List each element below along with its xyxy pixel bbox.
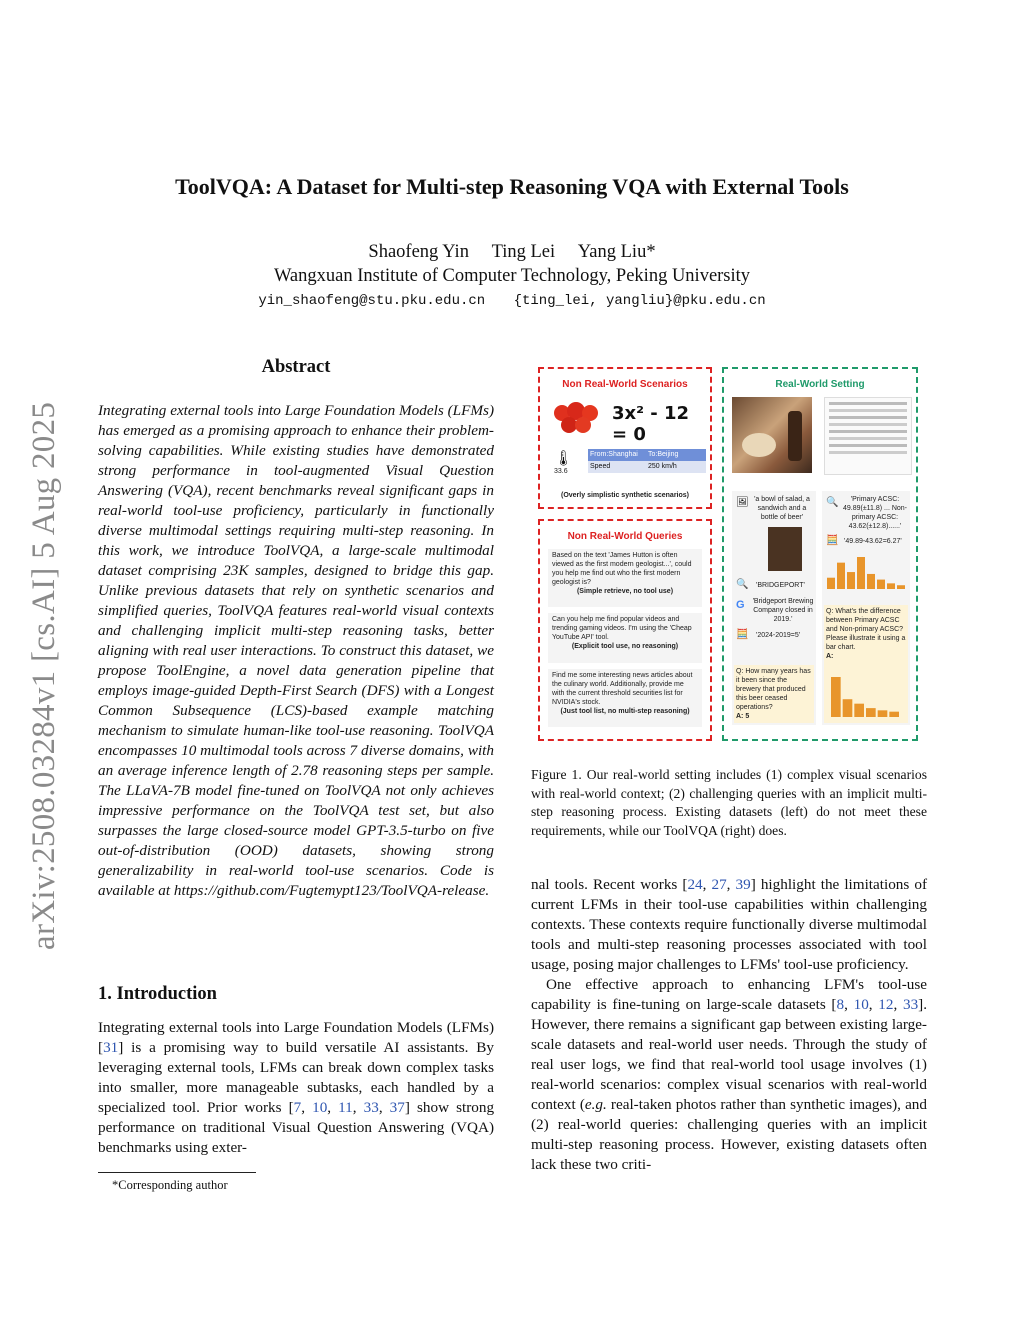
citation-link[interactable]: 31 <box>103 1039 119 1056</box>
bar <box>854 704 864 717</box>
right-column-text <box>531 875 927 1175</box>
email: yin_shaofeng@stu.pku.edu.cn <box>258 293 486 309</box>
email: {ting_lei, yangliu}@pku.edu.cn <box>513 293 766 309</box>
citation-link[interactable]: 8 <box>836 996 845 1013</box>
query-example: Find me some interesting news articles about the culinary world. Additionally, provide me with the current threshold securities list for NVIDIA's stock. (Just tool list, no multi-step reasoning) <box>548 669 702 727</box>
footnote: *Corresponding author <box>112 1178 228 1192</box>
author: Shaofeng Yin <box>368 242 469 262</box>
table-image <box>824 397 912 475</box>
paragraph: nal tools. Recent works [24, 27, 39] highlight the limitations of current LFMs in their tool-use capabilities within challenging contexts. These contexts require functionally diverse multimodal tools and multi-step reasoning processes associated with tool usage, posing major challenges to LFMs' tool-use proficiency. <box>531 876 927 973</box>
bar <box>847 572 855 589</box>
qa-box: Q: How many years has it been since the brewery that produced this beer ceased operations? A: 5 <box>734 665 814 723</box>
citation-link[interactable]: 33 <box>902 996 919 1013</box>
bar <box>831 677 841 717</box>
arxiv-watermark: arXiv:2508.03284v1 [cs.AI] 5 Aug 2025 <box>26 401 62 950</box>
reasoning-chain-1: 🖼 'a bowl of salad, a sandwich and a bottle of beer' 🔍 'BRIDGEPORT' G 'Bridgeport Brewing Company closed in 2019.' 🧮 '2024-2019=5' Q: How many years has it been since the brewery that produced this beer ceased operations? A: 5 <box>732 491 816 725</box>
thermometer-value: 33.6 <box>554 468 568 475</box>
paragraph: One effective approach to enhancing LFM's tool-use capability is fine-tuning on large-scale datasets [8, 10, 12, 33]. However, there remains a significant gap between existing large-scale datasets and real-world user needs. Through the study of real user logs, we find that real-world tool usage involves (1) real-world scenarios: complex visual scenarios with real-world context (e.g. real-taken photos rather than synthetic images), and (2) real-world queries: challenging queries with an implicit multi-step reasoning process. However, existing datasets often lack these two criti- <box>531 976 928 1173</box>
bar <box>877 580 885 589</box>
answer-bar-chart <box>830 675 900 717</box>
query-example: Based on the text 'James Hutton is often viewed as the first modern geologist...', could you help me find out who the first modern geologist is? (Simple retrieve, no tool use) <box>548 549 702 607</box>
bar <box>897 585 905 589</box>
figure-caption: Figure 1. Our real-world setting includes (1) complex visual scenarios with real-world context; (2) challenging queries with an implicit multi-step reasoning process. Existing datasets (left) do not meet these requirements, while our ToolVQA (right) does. <box>531 767 927 838</box>
bar <box>843 699 853 717</box>
affiliation: Wangxuan Institute of Computer Technology, Peking University <box>273 266 751 286</box>
ocr-icon: 🔍 <box>736 579 749 590</box>
ocr-icon: 🔍 <box>826 497 839 508</box>
qa-box: Q: What's the difference between Primary ACSC and Non-primary ACSC? Please illustrate it using a bar chart. A: <box>824 605 908 723</box>
non-real-world-scenarios-box <box>538 367 712 509</box>
box-title: Non Real-World Queries <box>567 531 683 542</box>
citation-link[interactable]: 27 <box>711 876 727 893</box>
citation-link[interactable]: 10 <box>312 1099 328 1116</box>
thermometer-icon: 🌡 <box>554 450 574 467</box>
bar <box>827 578 835 589</box>
calculator-icon: 🧮 <box>736 629 749 640</box>
author: Ting Lei <box>491 242 556 262</box>
footnote-rule <box>98 1172 256 1173</box>
bar <box>889 712 899 717</box>
figure-1 <box>536 365 922 743</box>
bar <box>857 557 865 589</box>
bar <box>866 708 876 717</box>
citation-link[interactable]: 33 <box>363 1099 379 1116</box>
non-real-world-queries-box <box>538 519 712 741</box>
box-note: (Overly simplistic synthetic scenarios) <box>561 492 689 499</box>
google-search-icon: G <box>736 599 745 611</box>
citation-link[interactable]: 12 <box>878 996 894 1013</box>
box-title: Real-World Setting <box>775 379 865 390</box>
citation-link[interactable]: 10 <box>853 996 869 1013</box>
abstract-text: Integrating external tools into Large Foundation Models (LFMs) has emerged as a promising approach to enhance their problem-solving capabilities. While existing studies have demonstrated strong performance in tool-augmented Visual Question Answering (VQA), recent benchmarks reveal significant gaps in real-world tool-use proficiency, particularly in functionally diverse multimodal settings requiring multi-step reasoning. In this work, we introduce ToolVQA, a large-scale multimodal dataset comprising 23K samples, designed to bridge this gap. Unlike previous datasets that rely on synthetic scenarios and simplified queries, ToolVQA features real-world visual contexts and challenging implicit multi-step reasoning tasks, better aligning with real user interactions. To construct this dataset, we propose ToolEngine, a novel data generation pipeline that employs image-guided Depth-First Search (DFS) with a Longest Common Subsequence (LCS)-based example matching mechanism to simulate human-like tool-use reasoning. ToolVQA encompasses 10 multimodal tools across 7 diverse domains, with an average inference length of 2.78 reasoning steps per sample. The LLaVA-7B model fine-tuned on ToolVQA not only achieves impressive performance on the ToolVQA test set, but also surpasses the large closed-source model GPT-3.5-turbo on five out-of-distribution (OOD) datasets, showing strong generalizability in real-world tool-use scenarios. Code is available at https://github.com/Fugtemypt123/ToolVQA-release. <box>98 402 494 899</box>
author-list <box>0 242 1024 263</box>
bar <box>887 583 895 589</box>
bar <box>867 574 875 589</box>
reasoning-chain-2: 🔍 'Primary ACSC: 49.89(±11.8) ... Non-primary ACSC: 43.62(±12.8)......' 🧮 '49.89-43.62=6.27' Q: What's the difference between Primary ACSC and Non-primary ACSC? Please illustrate it using a bar chart. A: <box>822 491 910 725</box>
email-list <box>0 293 1024 309</box>
bar <box>878 710 888 717</box>
abstract-heading: Abstract <box>261 357 331 377</box>
paper-title: ToolVQA: A Dataset for Multi-step Reasoning VQA with External Tools <box>175 174 849 199</box>
calculator-icon: 🧮 <box>826 535 839 546</box>
food-photo <box>732 397 812 473</box>
speed-table: From:Shanghai To:Beijing Speed 250 km/h <box>588 449 706 473</box>
author: Yang Liu* <box>577 242 656 262</box>
real-world-setting-box <box>722 367 918 741</box>
equation: 3x² - 12 = 0 <box>612 403 690 445</box>
bar <box>837 563 845 589</box>
small-bar-chart <box>826 555 906 589</box>
citation-link[interactable]: 11 <box>338 1099 353 1116</box>
tomatoes-image <box>552 399 602 435</box>
beer-crop <box>768 527 802 571</box>
box-title: Non Real-World Scenarios <box>562 379 688 390</box>
citation-link[interactable]: 7 <box>293 1099 302 1116</box>
section-heading: 1. Introduction <box>98 984 217 1004</box>
image-caption-icon: 🖼 <box>736 497 749 508</box>
intro-paragraph: Integrating external tools into Large Foundation Models (LFMs) [31] is a promising way to build versatile AI assistants. By leveraging external tools, LFMs can break down complex tasks into smaller, more manageable subtasks, each handled by a specialized tool. Prior works [7, 10, 11, 33, 37] show strong performance on traditional Visual Question Answering (VQA) benchmarks using exter- <box>98 1019 495 1156</box>
citation-link[interactable]: 39 <box>735 876 751 893</box>
citation-link[interactable]: 37 <box>389 1099 405 1116</box>
citation-link[interactable]: 24 <box>687 876 703 893</box>
query-example: Can you help me find popular videos and trending gaming videos. I'm using the 'Cheap YouTube API' tool. (Explicit tool use, no reasoning) <box>548 613 702 663</box>
